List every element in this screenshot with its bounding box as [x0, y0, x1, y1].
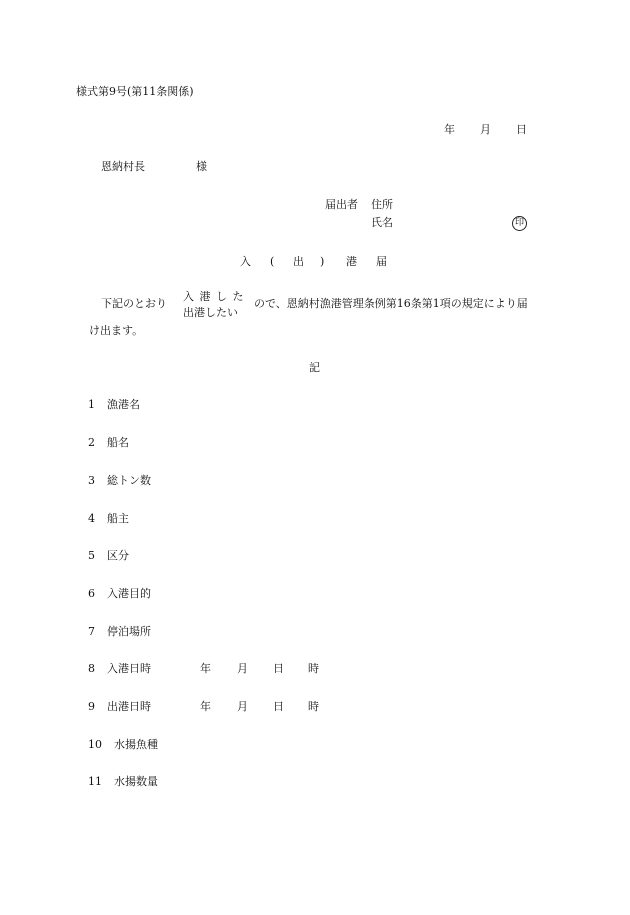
item-number: 11: [88, 775, 102, 788]
addressee-honorific: 様: [196, 160, 207, 173]
date-day: 日: [516, 123, 527, 136]
item-label: 入港日時: [107, 662, 151, 675]
item-number: 9: [88, 700, 95, 713]
list-item: [88, 475, 151, 486]
addressee-name: 恩納村長: [101, 160, 145, 173]
entry-year: 年: [200, 662, 211, 675]
item-number: 5: [88, 549, 95, 562]
item-label: 船主: [107, 512, 129, 525]
item-number: 3: [88, 474, 95, 487]
address-label: 住所: [371, 198, 393, 211]
title-char: 港: [346, 255, 357, 268]
title-char: ): [320, 255, 325, 268]
list-item: [88, 399, 140, 410]
title-char: 入: [240, 255, 251, 268]
date-month: 月: [480, 123, 491, 136]
intro-lead: 下記のとおり: [101, 297, 167, 310]
list-item: [88, 626, 151, 637]
intro-option-bottom: 出港したい: [183, 306, 238, 319]
intro-continuation: け出ます。: [89, 324, 144, 337]
entry-month: 月: [237, 662, 248, 675]
title-char: 届: [376, 255, 387, 268]
intro-tail: ので、恩納村漁港管理条例第16条第1項の規定により届: [254, 297, 528, 310]
seal-icon: 印: [512, 216, 527, 231]
title-char: (: [270, 255, 275, 268]
list-item: [88, 776, 158, 787]
item-number: 1: [88, 398, 95, 411]
item-label: 水揚魚種: [114, 738, 158, 751]
departure-day: 日: [273, 700, 284, 713]
item-number: 7: [88, 625, 95, 638]
item-number: 6: [88, 587, 95, 600]
list-item: [88, 701, 151, 712]
departure-hour: 時: [308, 700, 319, 713]
title-char: 出: [293, 255, 304, 268]
list-item: [88, 550, 129, 561]
item-label: 漁港名: [107, 398, 140, 411]
item-label: 区分: [107, 549, 129, 562]
name-label: 氏名: [371, 216, 393, 229]
item-label: 水揚数量: [114, 775, 158, 788]
form-label: 様式第9号(第11条関係): [76, 85, 194, 98]
list-item: [88, 663, 151, 674]
item-label: 総トン数: [107, 474, 151, 487]
departure-year: 年: [200, 700, 211, 713]
entry-hour: 時: [308, 662, 319, 675]
ki-heading: 記: [309, 361, 320, 374]
list-item: [88, 513, 129, 524]
departure-month: 月: [237, 700, 248, 713]
list-item: [88, 588, 151, 599]
item-label: 船名: [107, 436, 129, 449]
item-number: 4: [88, 512, 95, 525]
item-label: 停泊場所: [107, 625, 151, 638]
item-label: 入港目的: [107, 587, 151, 600]
list-item: [88, 437, 129, 448]
item-number: 2: [88, 436, 95, 449]
date-year: 年: [444, 123, 455, 136]
item-label: 出港日時: [107, 700, 151, 713]
item-number: 10: [88, 738, 102, 751]
item-number: 8: [88, 662, 95, 675]
list-item: [88, 739, 158, 750]
intro-option-top: 入 港 し た: [183, 290, 245, 303]
entry-day: 日: [273, 662, 284, 675]
applicant-role: 届出者: [325, 198, 358, 211]
